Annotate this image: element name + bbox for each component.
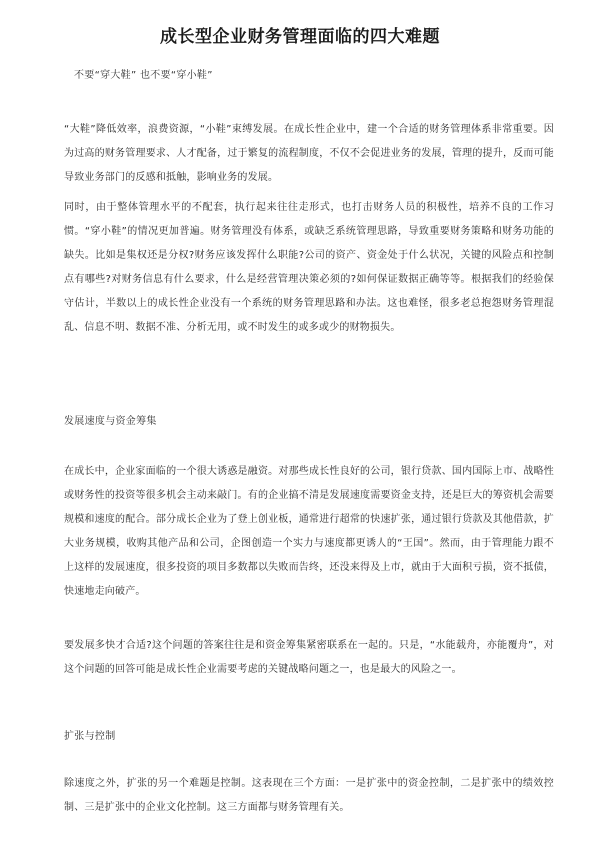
section-heading-expansion: 扩张与控制 [64, 731, 116, 742]
paragraph-3: 在成长中，企业家面临的一个很大诱惑是融资。对那些成长性良好的公司，银行贷款、国内国际上市、战略性或财务性的投资等很多机会主动来敲门。有的企业搞不清是发展速度需要资金支持，还是巨大的筹资机会需要规模和速度的配合。部分成长企业为了登上创业板，通常进行超常的快速扩张，通过银行贷款及其他借款，扩大业务规模，收购其他产品和公司，企图创造一个实力与速度都更诱人的“王国”。然而，由于管理能力跟不上这样的发展速度，很多投资的项目多数都以失败而告终，还没来得及上市，就由于大面积亏损，资不抵债，快速地走向破产。 [64, 466, 554, 597]
paragraph-2: 同时，由于整体管理水平的不配套，执行起来往往走形式，也打击财务人员的积极性，培养不良的工作习惯。“穿小鞋”的情况更加普遍。财务管理没有体系，或缺乏系统管理思路，导致重要财务策略和财务功能的缺失。比如是集权还是分权?财务应该发挥什么职能?公司的资产、资金处于什么状况，关键的风险点和控制点有哪些?对财务信息有什么要求，什么是经营管理决策必须的?如何保证数据正确等等。根据我们的经验保守估计，半数以上的成长性企业没有一个系统的财务管理思路和办法。这也难怪，很多老总抱怨财务管理混乱、信息不明、数据不准、分析无用，或不时发生的或多或少的财物损失。 [64, 202, 554, 333]
section-heading-funding: 发展速度与资金筹集 [64, 416, 157, 427]
document-title: 成长型企业财务管理面临的四大难题 [160, 27, 440, 47]
paragraph-4: 要发展多快才合适?这个问题的答案往往是和资金筹集紧密联系在一起的。只是，“水能载舟，亦能覆舟”，对这个问题的回答可能是成长性企业需要考虑的关键战略问题之一，也是最大的风险之一。 [64, 640, 554, 675]
paragraph-1: “大鞋”降低效率，浪费资源，“小鞋”束缚发展。在成长性企业中，建一个合适的财务管理体系非常重要。因为过高的财务管理要求、人才配备，过于繁复的流程制度，不仅不会促进业务的发展，管理的提升，反而可能导致业务部门的反感和抵触，影响业务的发展。 [64, 124, 554, 183]
paragraph-5: 除速度之外，扩张的另一个难题是控制。这表现在三个方面：一是扩张中的资金控制，二是扩张中的绩效控制、三是扩张中的企业文化控制。这三方面都与财务管理有关。 [64, 778, 554, 813]
document-subtitle: 不要“穿大鞋” 也不要“穿小鞋” [74, 70, 213, 81]
